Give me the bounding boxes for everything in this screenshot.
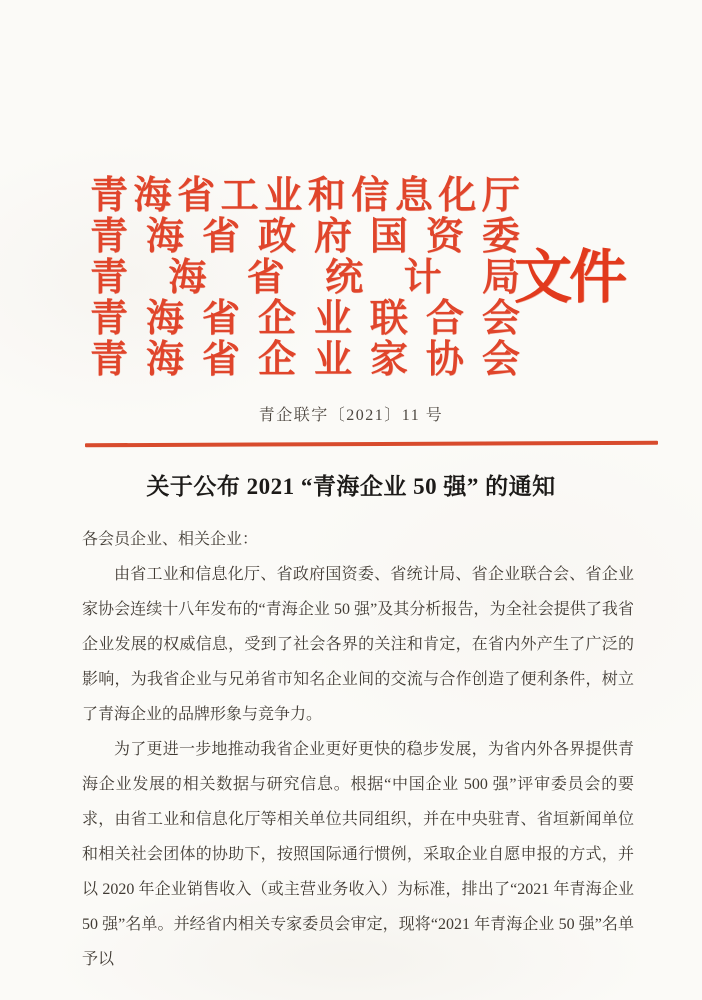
document-body xyxy=(82,522,634,977)
body-paragraph: 由省工业和信息化厅、省政府国资委、省统计局、省企业联合会、省企业家协会连续十八年发布的“青海企业 50 强”及其分析报告，为全社会提供了我省企业发展的权威信息，受到了社会各界的关注和肯定，在省内外产生了广泛的影响，为我省企业与兄弟省市知名企业间的交流与合作创造了便利条件，树立了青海企业的品牌形象与竞争力。 xyxy=(82,566,634,723)
letterhead xyxy=(90,176,520,381)
letterhead-org-line: 青 海 省 工 业 和 信 息 化 厅 xyxy=(90,175,520,217)
letterhead-org-line: 青 海 省 企 业 联 合 会 xyxy=(90,298,520,340)
letterhead-org-line: 青 海 省 企 业 家 协 会 xyxy=(90,339,520,381)
letterhead-org-line: 青 海 省 政 府 国 资 委 xyxy=(90,216,520,258)
body-paragraph: 为了更进一步地推动我省企业更好更快的稳步发展，为省内外各界提供青海企业发展的相关数据与研究信息。根据“中国企业 500 强”评审委员会的要求，由省工业和信息化厅等相关单位共同组织，并在中央驻青、省垣新闻单位和相关社会团体的协助下，按照国际通行惯例，采取企业自愿申报的方式，并以 2020 年企业销售收入（或主营业务收入）为标准，排出了“2021 年青海企业 50 强”名单。并经省内相关专家委员会审定，现将“2021 年青海企业 50 强”名单予以 xyxy=(82,741,634,968)
file-document-mark: 文件 xyxy=(514,245,625,310)
document-title: 关于公布 2021 “青海企业 50 强” 的通知 xyxy=(146,474,556,499)
salutation-line: 各会员企业、相关企业： xyxy=(82,531,259,548)
document-number: 青企联字〔2021〕11 号 xyxy=(258,407,444,424)
letterhead-org-line: 青 海 省 统 计 局 xyxy=(90,257,520,299)
red-divider-rule xyxy=(85,441,658,448)
